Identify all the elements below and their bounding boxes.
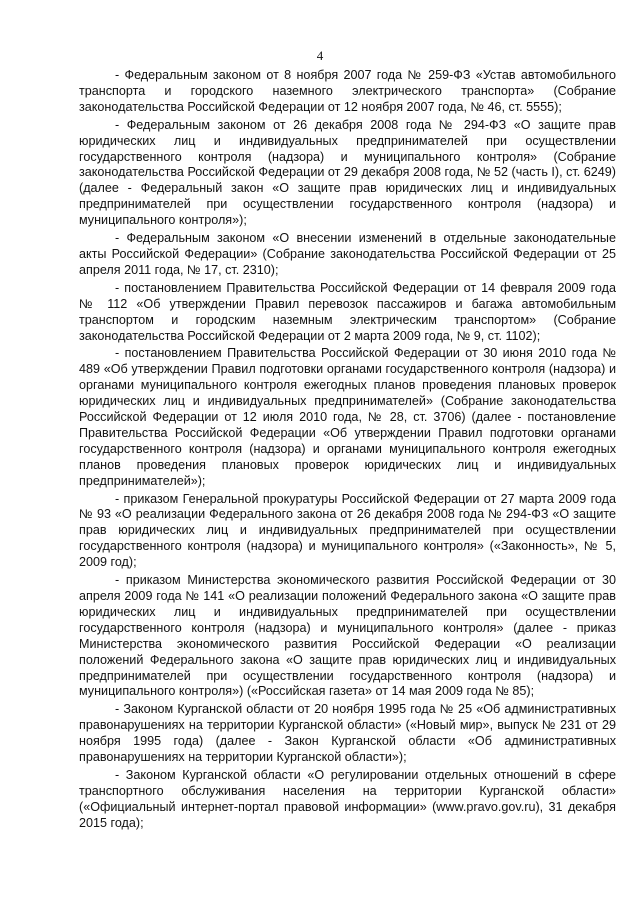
page-number: 4 — [316, 48, 324, 63]
paragraph-law-amendments: - Федеральным законом «О внесении изменений в отдельные законодательные акты Российской Федерации» (Собрание законодательства Российской Федерации от 25 апреля 2011 года, № 17, ст. 2310); — [79, 231, 616, 277]
paragraph-resolution-112: - постановлением Правительства Российской Федерации от 14 февраля 2009 года № 112 «Об утверждении Правил перевозок пассажиров и багажа автомобильным транспортом и городским наземным электрическим транспортом» (Собрание законодательства Российской Федерации от 2 марта 2009 года, № 9, ст. 1102); — [79, 280, 616, 343]
paragraph-kurgan-law-transport: - Законом Курганской области «О регулировании отдельных отношений в сфере транспортного обслуживания населения на территории Курганской области» («Официальный интернет-портал правовой информации» (www.pravo.gov.ru), 31 декабря 2015 года); — [79, 767, 616, 830]
paragraph-order-ministry-141: - приказом Министерства экономического развития Российской Федерации от 30 апреля 2009 года № 141 «О реализации положений Федерального закона «О защите прав юридических лиц и индивидуальных предпринимателей при осуществлении государственного контроля (надзора) и муниципального контроля» (далее - приказ Министерства экономического развития Российской Федерации «О реализации положений Федерального закона «О защите прав юридических лиц и индивидуальных предпринимателей при осуществлении государственного контроля (надзора) и муниципального контроля») («Российская газета» от 14 мая 2009 года № 85); — [79, 573, 616, 699]
document-body — [79, 68, 616, 834]
paragraph-law-294-fz: - Федеральным законом от 26 декабря 2008 года № 294-ФЗ «О защите прав юридических лиц и индивидуальных предпринимателей при осуществлении государственного контроля (надзора) и муниципального контроля» (Собрание законодательства Российской Федерации от 29 декабря 2008 года, № 52 (часть I), ст. 6249) (далее - Федеральный закон «О защите прав юридических лиц и индивидуальных предпринимателей при осуществлении государственного контроля (надзора) и муниципального контроля»); — [79, 117, 616, 228]
paragraph-law-259-fz: - Федеральным законом от 8 ноября 2007 года № 259-ФЗ «Устав автомобильного транспорта и городского наземного электрического транспорта» (Собрание законодательства Российской Федерации от 12 ноября 2007 года, № 46, ст. 5555); — [79, 68, 616, 114]
paragraph-resolution-489: - постановлением Правительства Российской Федерации от 30 июня 2010 года № 489 «Об утверждении Правил подготовки органами государственного контроля (надзора) и органами муниципального контроля ежегодных планов проведения плановых проверок юридических лиц и индивидуальных предпринимателей» (Собрание законодательства Российской Федерации от 12 июля 2010 года, № 28, ст. 3706) (далее - постановление Правительства Российской Федерации «Об утверждении Правил подготовки органами государственного контроля (надзора) и органами муниципального контроля ежегодных планов проведения плановых проверок юридических лиц и индивидуальных предпринимателей»); — [79, 346, 616, 488]
paragraph-kurgan-law-25: - Законом Курганской области от 20 ноября 1995 года № 25 «Об административных правонарушениях на территории Курганской области» («Новый мир», выпуск № 231 от 29 ноября 1995 года) (далее - Закон Курганской области «Об административных правонарушениях на территории Курганской области»); — [79, 702, 616, 765]
paragraph-order-prosecutor-93: - приказом Генеральной прокуратуры Российской Федерации от 27 марта 2009 года № 93 «О реализации Федерального закона от 26 декабря 2008 года № 294-ФЗ «О защите прав юридических лиц и индивидуальных предпринимателей при осуществлении государственного контроля (надзора) и муниципального контроля» («Законность», № 5, 2009 год); — [79, 491, 616, 570]
